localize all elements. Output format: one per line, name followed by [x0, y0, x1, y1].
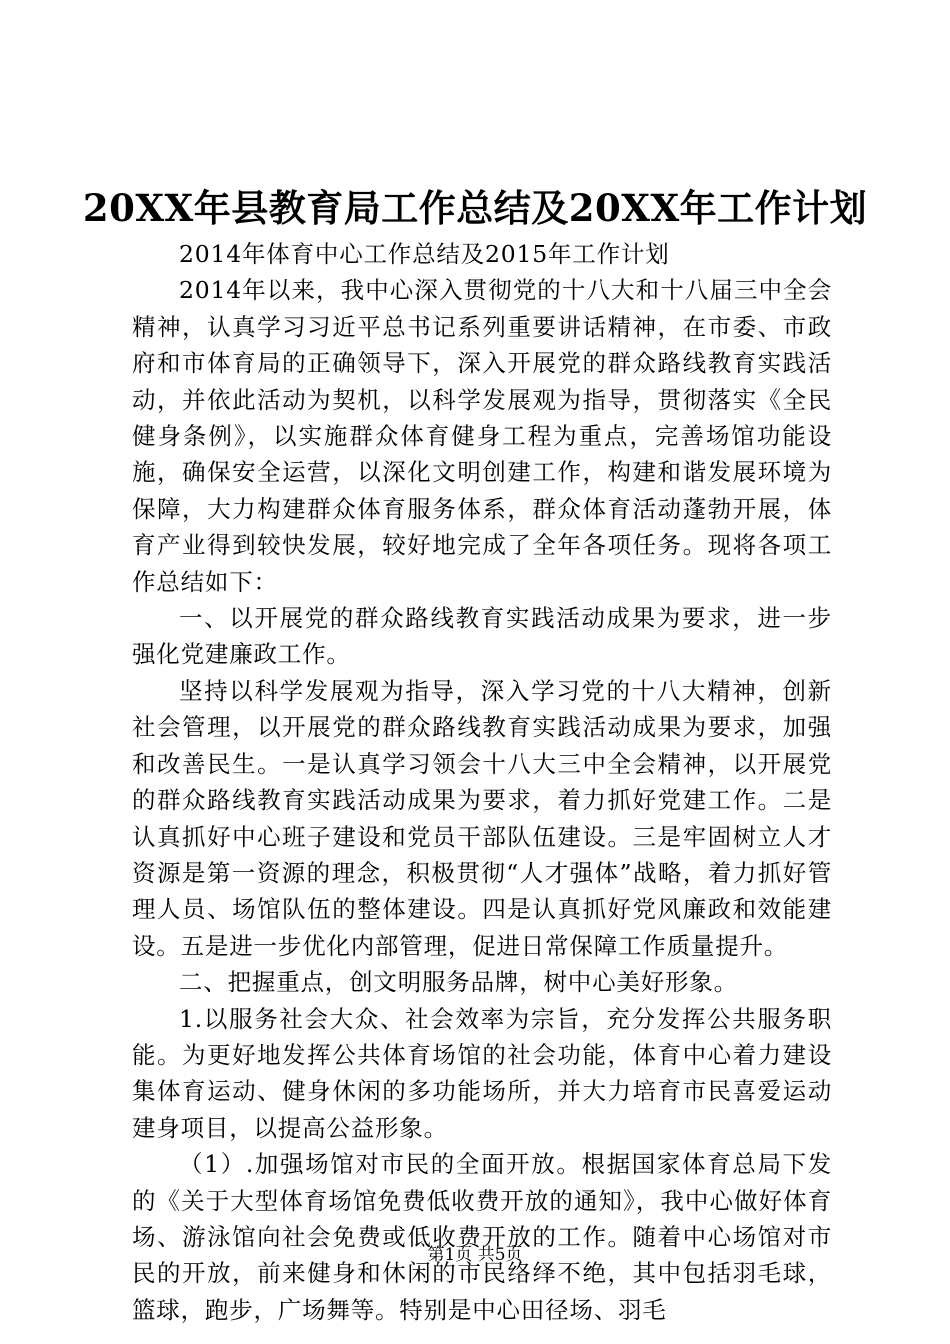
section-heading-1: 一、以开展党的群众路线教育实践活动成果为要求，进一步强化党建廉政工作。 [132, 604, 832, 669]
document-body [132, 236, 832, 1328]
section-1-paragraph: 坚持以科学发展观为指导，深入学习党的十八大精神，创新社会管理，以开展党的群众路线教育实践活动成果为要求，加强和改善民生。一是认真学习领会十八大三中全会精神，以开展党的群众路线教育实践活动成果为要求，着力抓好党建工作。二是认真抓好中心班子建设和党员干部队伍建设。三是牢固树立人才资源是第一资源的理念，积极贯彻“人才强体”战略，着力抓好管理人员、场馆队伍的整体建设。四是认真抓好党风廉政和效能建设。五是进一步优化内部管理，促进日常保障工作质量提升。 [132, 676, 832, 960]
intro-paragraph: 2014年以来，我中心深入贯彻党的十八大和十八届三中全会精神，认真学习习近平总书记系列重要讲话精神，在市委、市政府和市体育局的正确领导下，深入开展党的群众路线教育实践活动，并依此活动为契机，以科学发展观为指导，贯彻落实《全民健身条例》，以实施群众体育健身工程为重点，完善场馆功能设施，确保安全运营，以深化文明创建工作，构建和谐发展环境为保障，大力构建群众体育服务体系，群众体育活动蓬勃开展，体育产业得到较快发展，较好地完成了全年各项任务。现将各项工作总结如下： [132, 276, 832, 596]
sub-item-1-paragraph: （1）.加强场馆对市民的全面开放。根据国家体育总局下发的《关于大型体育场馆免费低收费开放的通知》，我中心做好体育场、游泳馆向社会免费或低收费开放的工作。随着中心场馆对市民的开放，前来健身和休闲的市民络绎不绝，其中包括羽毛球，篮球，跑步，广场舞等。特别是中心田径场、羽毛 [132, 1150, 832, 1324]
item-1-paragraph: 1.以服务社会大众、社会效率为宗旨，充分发挥公共服务职能。为更好地发挥公共体育场馆的社会功能，体育中心着力建设集体育运动、健身休闲的多功能场所，并大力培育市民喜爱运动建身项目，以提高公益形象。 [132, 1004, 832, 1142]
subtitle-paragraph: 2014年体育中心工作总结及2015年工作计划 [179, 240, 670, 268]
page-number-footer: 第1页 共5页 [427, 1245, 523, 1265]
section-heading-2: 二、把握重点，创文明服务品牌，树中心美好形象。 [179, 968, 738, 997]
document-title: 20XX年县教育局工作总结及20XX年工作计划 [82, 186, 868, 230]
